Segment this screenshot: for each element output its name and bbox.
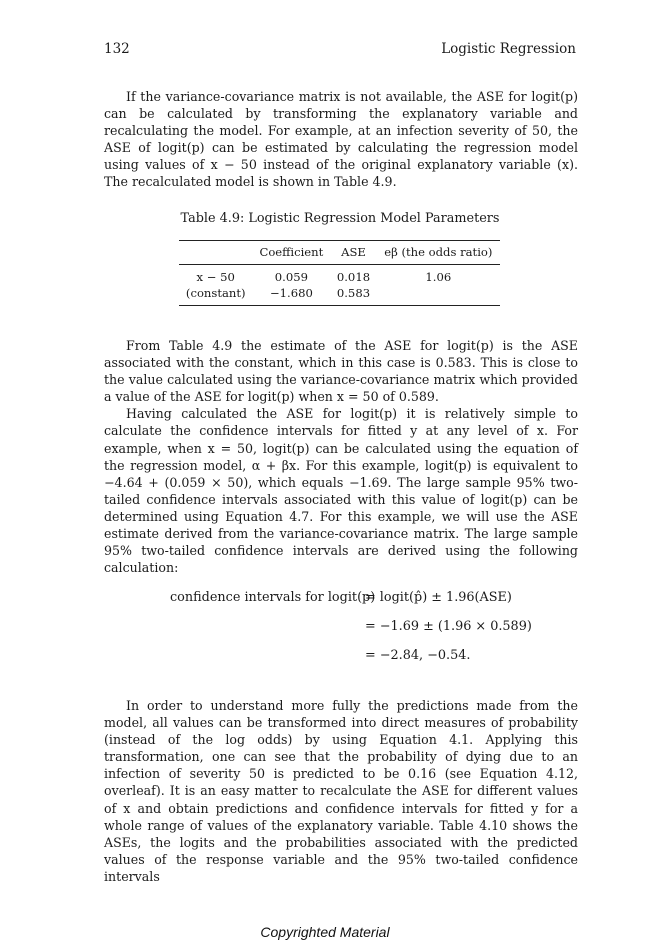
table-header-coefficient: Coefficient: [252, 241, 330, 265]
discussion-text: [104, 337, 578, 576]
table-cell-ase: 0.018: [336, 270, 371, 284]
conclusion-text: [104, 697, 578, 885]
parameters-table: [179, 240, 500, 306]
equation-lhs: confidence intervals for logit(p): [170, 590, 376, 605]
intro-text: [104, 88, 578, 191]
running-title: Logistic Regression: [441, 41, 576, 57]
equation-line-1: = logit(p̂) ± 1.96(ASE): [365, 590, 512, 605]
table-cell-variable: x − 50: [196, 270, 235, 284]
table-header-ase: ASE: [330, 241, 376, 265]
running-head: [104, 41, 576, 57]
equation-line-2: = −1.69 ± (1.96 × 0.589): [365, 619, 532, 634]
table-cell-coefficient: 0.059: [274, 270, 308, 284]
paragraph-3: Having calculated the ASE for logit(p) it is relatively simple to calculate the confidence intervals for fitted y at any level of x. For example, when x = 50, logit(p) can be calculated using the equation of the regression model, α + βx. For this example, logit(p) is equivalent to −4.64 + (0.059 × 50), which equals −1.69. The large sample 95% two-tailed confidence intervals associated with this value of logit(p) can be determined using Equation 4.7. For this example, we will use the ASE estimate derived from the variance-covariance matrix. The large sample 95% two-tailed confidence intervals are derived using the following calculation:: [104, 406, 578, 576]
table-cell-coefficient: −1.680: [252, 285, 330, 306]
table-row: [179, 265, 500, 286]
table-header-variable: [179, 241, 252, 265]
copyright-notice: Copyrighted Material: [260, 924, 390, 940]
table-header-row: [179, 241, 500, 265]
paragraph-2: From Table 4.9 the estimate of the ASE for logit(p) is the ASE associated with the constant, which in this case is 0.583. This is close to the value calculated using the variance-covariance matrix which provided a value of the ASE for logit(p) when x = 50 of 0.589.: [104, 338, 578, 405]
equation-line-3: = −2.84, −0.54.: [365, 648, 471, 663]
table-cell-variable: (constant): [179, 285, 252, 306]
paragraph-1: If the variance-covariance matrix is not available, the ASE for logit(p) can be calculated by transforming the explanatory variable and recalculating the model. For example, at an infection severity of 50, the ASE of logit(p) can be estimated by calculating the regression model using values of x − 50 instead of the original explanatory variable (x). The recalculated model is shown in Table 4.9.: [104, 89, 578, 190]
table-cell-odds-ratio: 1.06: [425, 270, 452, 284]
table-row: [179, 285, 500, 306]
table-caption: Table 4.9: Logistic Regression Model Parameters: [180, 211, 500, 226]
table-header-odds-ratio: eβ (the odds ratio): [377, 241, 500, 265]
paragraph-4: In order to understand more fully the predictions made from the model, all values can be transformed into direct measures of probability (instead of the log odds) by using Equation 4.1. Applying this transformation, one can see that the probability of dying due to an infection of severity 50 is predicted to be 0.16 (see Equation 4.12, overleaf). It is an easy matter to recalculate the ASE for different values of x and obtain predictions and confidence intervals for fitted y for a whole range of values of the explanatory variable. Table 4.10 shows the ASEs, the logits and the probabilities associated with the predicted values of the response variable and the 95% two-tailed confidence intervals: [104, 698, 578, 884]
table-cell-ase: 0.583: [330, 285, 376, 306]
page-number: 132: [104, 41, 130, 57]
table-cell-odds-ratio: [377, 285, 500, 306]
